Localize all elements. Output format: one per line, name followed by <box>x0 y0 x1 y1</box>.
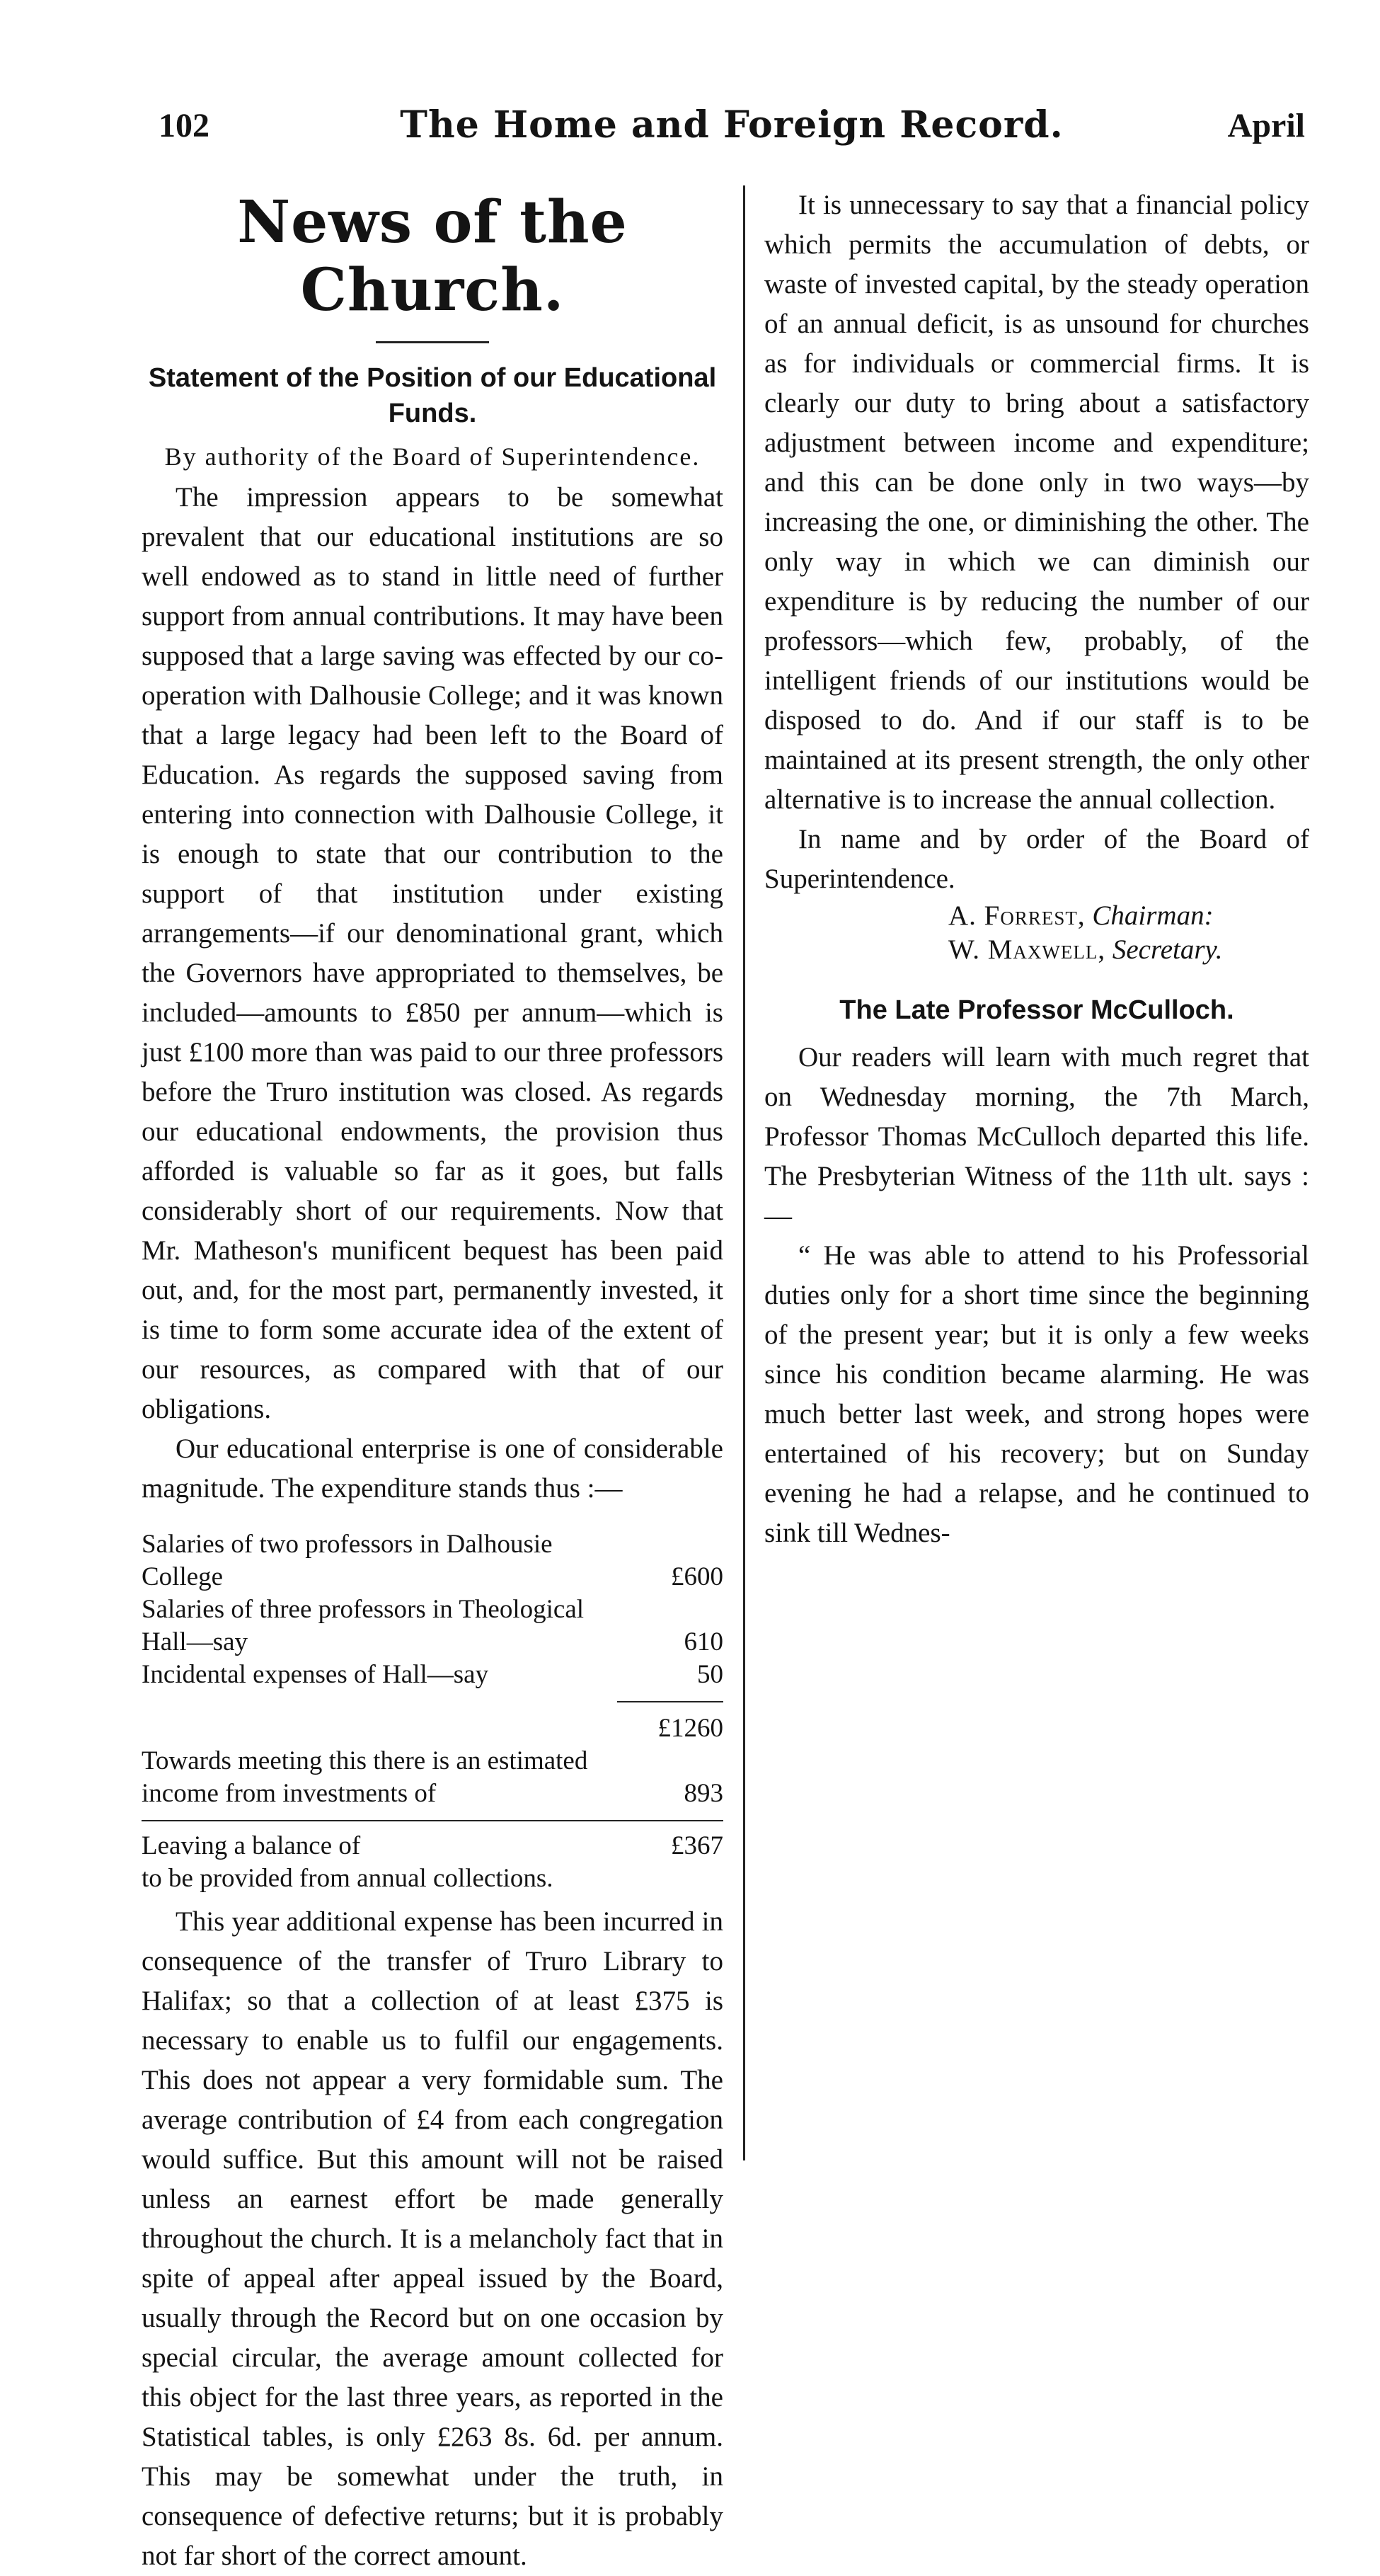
ledger-balance-note: to be provided from annual collections. <box>142 1864 553 1893</box>
ledger-total: £1260 <box>657 1714 723 1743</box>
ledger-balance-row <box>142 1830 723 1862</box>
section-title: News of the Church. <box>237 188 628 324</box>
ledger-income-row <box>142 1745 723 1810</box>
balance-rule <box>142 1820 723 1821</box>
paragraph-enterprise: Our educational enterprise is one of considerable magnitude. The expenditure stands thus :— <box>142 1433 723 1504</box>
journal-title: The Home and Foreign Record. <box>400 103 1064 147</box>
signature-secretary <box>948 933 1309 967</box>
paragraph-impression: The impression appears to be somewhat prevalent that our educational institutions are so well endowed as to stand in little need of further support from annual contributions. It may have been supposed that a large saving was effected by our co-operation with Dalhousie College; and it was known that a large legacy had been left to the Board of Education. As regards the supposed saving from entering into connection with Dalhousie College, it is enough to state that our contribution to the support of that institution under existing arrangements—if our denominational grant, which the Governors have appropriated to themselves, be included—amounts to £850 per annum—which is just £100 more than was paid to our three professors before the Truro institution was closed. As regards our educational endowments, the provision thus afforded is valuable so far as it goes, but falls considerably short of our requirements. Now that Mr. Matheson's munificent bequest has been paid out, and, for the most part, permanently invested, it is time to form some accurate idea of the extent of our resources, as compared with that of our obligations. <box>142 482 723 1424</box>
ledger-row <box>142 1528 723 1593</box>
paragraph-regret: Our readers will learn with much regret that on Wednesday morning, the 7th March, Professor Thomas McCulloch departed this life. The Presbyterian Witness of the 11th ult. says :— <box>764 1042 1309 1231</box>
ledger-item-desc: Salaries of two professors in Dalhousie College <box>142 1530 553 1591</box>
ledger-item-amount: 50 <box>697 1660 723 1689</box>
signatory-name: W. Maxwell, <box>948 934 1106 965</box>
ledger-row <box>142 1659 723 1691</box>
ledger-item-amount: £600 <box>671 1562 723 1591</box>
ledger-income-desc: Towards meeting this there is an estimated income from investments of <box>142 1746 588 1808</box>
ledger-balance-desc: Leaving a balance of <box>142 1831 361 1860</box>
column-divider <box>743 185 745 2160</box>
article-byline: By authority of the Board of Superintendence. <box>164 442 701 471</box>
title-rule <box>376 341 489 343</box>
issue-month: April <box>1227 107 1305 144</box>
article-heading-funds: Statement of the Position of our Educational Funds. <box>148 363 717 428</box>
ledger-row <box>142 1593 723 1659</box>
page-number: 102 <box>159 107 209 144</box>
ledger-balance-amount: £367 <box>671 1831 723 1860</box>
running-header <box>159 103 1305 156</box>
paragraph-order: In name and by order of the Board of Superintendence. <box>764 824 1309 894</box>
subtotal-rule <box>617 1701 723 1702</box>
ledger-item-desc: Incidental expenses of Hall—say <box>142 1660 489 1689</box>
ledger-item-amount: 610 <box>684 1627 723 1656</box>
expenditure-table <box>142 1528 723 1895</box>
right-column <box>764 185 1309 1553</box>
signature-block <box>764 899 1309 967</box>
paragraph-witness-quote: “ He was able to attend to his Professorial duties only for a short time since the beginning of the present year; but it is only a few weeks since his condition became alarming. He was much better last week, and strong hopes were entertained of his recovery; but on Sunday evening he had a relapse, and he continued to sink till Wednes- <box>764 1240 1309 1548</box>
signatory-name: A. Forrest, <box>948 900 1086 931</box>
ledger-income-amount: 893 <box>684 1779 723 1808</box>
signatory-title: Secretary. <box>1112 934 1223 965</box>
paragraph-financial-policy: It is unnecessary to say that a financial policy which permits the accumulation of debts, or waste of invested capital, by the steady operation of an annual deficit, is as unsound for churches as for individuals or commercial firms. It is clearly our duty to bring about a satisfactory adjustment between income and expenditure; and this can be done only in two ways—by increasing the one, or diminishing the other. The only way in which we can diminish our expenditure is by reducing the number of our professors—which few, probably, of the intelligent friends of our institutions would be disposed to do. And if our staff is to be maintained at its present strength, the only other alternative is to increase the annual collection. <box>764 190 1309 815</box>
ledger-total-row <box>142 1712 723 1745</box>
left-column <box>142 185 723 2576</box>
paragraph-additional-expense: This year additional expense has been incurred in consequence of the transfer of Truro Library to Halifax; so that a collection of at least £375 is necessary to enable us to fulfil our engagements. This does not appear a very formidable sum. The average contribution of £4 from each congregation would suffice. But this amount will not be raised unless an earnest effort be made generally throughout the church. It is a melancholy fact that in spite of appeal after appeal issued by the Board, usually through the Record but on one occasion by special circular, the average amount collected for this object for the last three years, as reported in the Statistical tables, is only £263 8s. 6d. per annum. This may be somewhat under the truth, in consequence of defective returns; but it is probably not far short of the correct amount. <box>142 1906 723 2571</box>
signatory-title: Chairman: <box>1092 900 1214 931</box>
ledger-item-desc: Salaries of three professors in Theological Hall—say <box>142 1595 585 1656</box>
article-heading-mcculloch: The Late Professor McCulloch. <box>839 995 1234 1025</box>
signature-chairman <box>948 899 1309 933</box>
